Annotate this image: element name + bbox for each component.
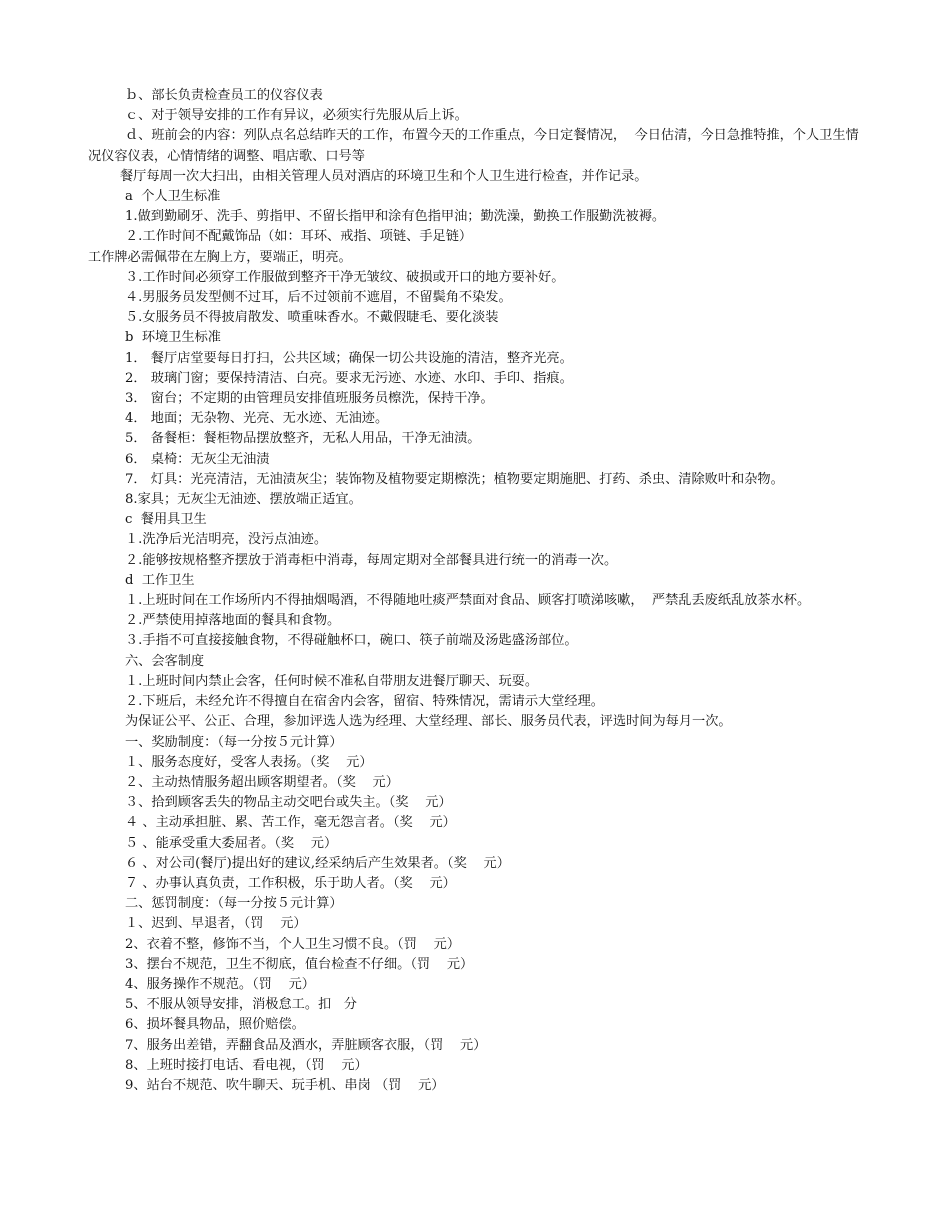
text-line: b 环境卫生标准 — [125, 330, 221, 346]
text-line: １、迟到、早退者，（罚 元） — [125, 916, 307, 932]
text-line: a 个人卫生标准 — [125, 189, 221, 205]
text-line: 3、摆台不规范，卫生不彻底，值台检查不仔细。（罚 元） — [125, 956, 474, 972]
text-line: 2、衣着不整，修饰不当，个人卫生习惯不良。（罚 元） — [125, 936, 461, 952]
text-line: 6． 桌椅：无灰尘无油渍 — [125, 451, 270, 467]
text-line: １.上班时间在工作场所内不得抽烟喝酒，不得随地吐痰严禁面对食品、顾客打喷涕咳嗽， 严禁乱丢废纸乱放茶水杯。 — [125, 593, 811, 609]
text-line: 4、服务操作不规范。（罚 元） — [125, 976, 315, 992]
text-line: ｄ、班前会的内容：列队点名总结昨天的工作，布置今天的工作重点，今日定餐情况， 今日估清，今日急推特推，个人卫生情况仪容仪表，心情情绪的调整、唱店歌、口号等 — [88, 128, 859, 164]
text-line: 2． 玻璃门窗；要保持清洁、白亮。要求无污迹、水迹、水印、手印、指痕。 — [125, 370, 573, 386]
text-line: ２.工作时间不配戴饰品（如：耳环、戒指、项链、手足链） — [125, 229, 473, 245]
text-line: １.上班时间内禁止会客，任何时候不准私自带朋友进餐厅聊天、玩耍。 — [125, 673, 539, 689]
text-line: ５ 、能承受重大委屈者。（奖 元） — [125, 835, 338, 851]
text-line: 1.做到勤刷牙、洗手、剪指甲、不留长指甲和涂有色指甲油；勤洗澡，勤换工作服勤洗被褥。 — [125, 209, 666, 225]
text-line: ２.严禁使用掉落地面的餐具和食物。 — [125, 613, 341, 629]
text-line: ２.下班后，未经允许不得擅自在宿舍内会客，留宿、特殊情况，需请示大堂经理。 — [125, 694, 604, 710]
text-line: 为保证公平、公正、合理，参加评选人选为经理、大堂经理、部长、服务员代表，评选时间为每月一次。 — [125, 714, 732, 730]
text-line: 8.家具；无灰尘无油迹、摆放端正适宜。 — [125, 492, 362, 508]
text-line: １.洗净后光洁明亮，没污点油迹。 — [125, 532, 328, 548]
text-line: 二、惩罚制度：（每一分按５元计算） — [125, 896, 343, 912]
text-line: 5、不服从领导安排，消极怠工。扣 分 — [125, 997, 357, 1013]
text-line: ６ 、对公司(餐厅)提出好的建议,经采纳后产生效果者。（奖 元） — [125, 855, 510, 871]
text-line: ２.能够按规格整齐摆放于消毒柜中消毒，每周定期对全部餐具进行统一的消毒一次。 — [125, 552, 618, 568]
text-line: 一、奖励制度：（每一分按５元计算） — [125, 734, 343, 750]
text-line: 7、服务出差错，弄翻食品及酒水，弄脏顾客衣服，（罚 元） — [125, 1037, 487, 1053]
text-line: １、服务态度好，受客人表扬。（奖 元） — [125, 754, 373, 770]
text-line: 1． 餐厅店堂要每日打扫，公共区域；确保一切公共设施的清洁，整齐光亮。 — [125, 350, 573, 366]
text-line: d 工作卫生 — [125, 572, 195, 588]
text-line: 六、会客制度 — [125, 653, 205, 669]
text-line: 9、站台不规范、吹牛聊天、玩手机、串岗 （罚 元） — [125, 1077, 445, 1093]
text-line: ４ 、主动承担脏、累、苦工作，毫无怨言者。（奖 元） — [125, 815, 456, 831]
text-line: c 餐用具卫生 — [125, 512, 207, 528]
text-line: 5． 备餐柜：餐柜物品摆放整齐，无私人用品，干净无油渍。 — [125, 431, 481, 447]
document-page — [88, 86, 863, 1096]
text-line: 3． 窗台；不定期的由管理员安排值班服务员檫洗，保持干净。 — [125, 391, 494, 407]
text-line: 工作牌必需佩带在左胸上方，要端正，明亮。 — [88, 249, 352, 265]
text-line: ３.工作时间必须穿工作服做到整齐干净无皱纹、破损或开口的地方要补好。 — [125, 269, 565, 285]
text-line: ｂ、部长负责检查员工的仪容仪表 — [125, 88, 323, 103]
text-line: ｃ、对于领导安排的工作有异议，必须实行先服从后上诉。 — [125, 108, 468, 124]
text-line: 6、损坏餐具物品，照价赔偿。 — [125, 1017, 305, 1033]
text-line: ５.女服务员不得披肩散发、喷重味香水。不戴假睫毛、要化淡装 — [125, 310, 499, 326]
text-line: 餐厅每周一次大扫出，由相关管理人员对酒店的环境卫生和个人卫生进行检查，并作记录。 — [120, 168, 648, 184]
text-line: ７ 、办事认真负责，工作积极，乐于助人者。（奖 元） — [125, 875, 456, 891]
text-line: ３、拾到顾客丢失的物品主动交吧台或失主。（奖 元） — [125, 795, 452, 811]
text-line: ２、主动热情服务超出顾客期望者。（奖 元） — [125, 774, 399, 790]
text-line: 4． 地面；无杂物、光亮、无水迹、无油迹。 — [125, 411, 389, 427]
text-line: 8、上班时接打电话、看电视，（罚 元） — [125, 1057, 368, 1073]
text-line: 7． 灯具：光亮清洁，无油渍灰尘；装饰物及植物要定期檫洗；植物要定期施肥、打药、杀虫、清除败叶和杂物。 — [125, 471, 784, 487]
text-line: ３.手指不可直接接触食物，不得碰触杯口，碗口、筷子前端及汤匙盛汤部位。 — [125, 633, 578, 649]
text-line: ４.男服务员发型侧不过耳，后不过领前不遮眉，不留鬓角不染发。 — [125, 290, 512, 306]
